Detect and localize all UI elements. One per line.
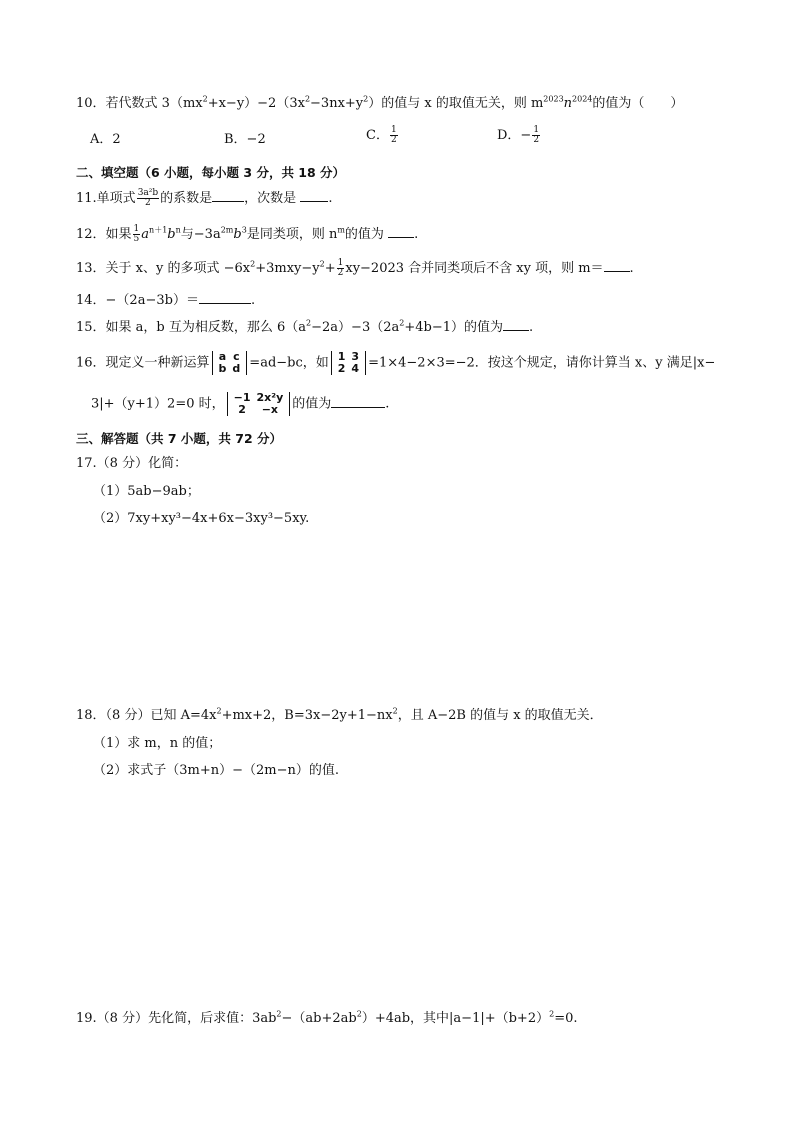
section-answer-title: 三、解答题（共 7 小题，共 72 分） bbox=[76, 431, 283, 446]
question-16-continued: 3|+（y+1）2=0 时， −1 2x²y 2 −x 的值为 . bbox=[91, 391, 390, 416]
q10-option-b[interactable]: B．−2 bbox=[224, 132, 266, 147]
question-11: 11.单项式 $\frac{\text{3a²b}}{2}$ 的系数是 ，次数是 . bbox=[76, 188, 333, 208]
question-17-part-1: （1）5ab−9ab； bbox=[93, 484, 200, 499]
question-15: 15．如果 a，b 互为相反数，那么 $6(a^2-2a)-3(2a^2+4b-1)$的值为 . bbox=[76, 318, 534, 335]
question-16: 16．现定义一种新运算 a c b d =ad−bc，如 1 3 2 4 =1×4−2×3=−2．按这个规定，请你计算当 x、y 满足|x− bbox=[76, 350, 716, 375]
fraction: $\frac{1}{2}$ bbox=[533, 125, 540, 145]
answer-blank[interactable] bbox=[604, 259, 630, 272]
q10-option-a[interactable]: A．2 bbox=[90, 132, 121, 147]
answer-blank[interactable] bbox=[388, 225, 414, 238]
question-14: 14．−（2a−3b）＝ . bbox=[76, 293, 256, 308]
answer-blank[interactable] bbox=[503, 318, 529, 331]
question-19: 19.（8 分）先化简，后求值：$3ab^2-(ab+2ab^2)+4ab$，其中$|a-1|+(b+2)^2=0$. bbox=[76, 1009, 578, 1026]
answer-blank[interactable] bbox=[300, 189, 328, 202]
question-18-title: 18．（8 分）已知 $A=4x^2+mx+2$，$B=3x-2y+1-nx^2$，且 A−2B 的值与 x 的取值无关． bbox=[76, 706, 603, 723]
question-18-part-1: （1）求 m，n 的值； bbox=[93, 736, 222, 751]
question-13: 13．关于 x、y 的多项式 $-6x^2+3mxy-y^2+$ $\frac{1}{2}$ xy−2023 合并同类项后不含 xy 项，则 m＝ . bbox=[76, 258, 634, 278]
question-17-part-2: （2）7xy+xy³−4x+6x−3xy³−5xy. bbox=[93, 511, 310, 526]
question-12: 12．如果 $\frac{1}{5}$ $a^{n+1}b^n$与$-3a^{2m}b^3$是同类项，则 $n^m$的值为 . bbox=[76, 224, 419, 244]
question-18-part-2: （2）求式子（3m+n）−（2m−n）的值. bbox=[93, 763, 340, 778]
answer-blank[interactable] bbox=[212, 189, 244, 202]
determinant-example: 1 3 2 4 bbox=[331, 351, 366, 375]
question-17-title: 17.（8 分）化简： bbox=[76, 456, 188, 471]
answer-blank[interactable] bbox=[199, 291, 251, 304]
question-10: 10．若代数式 $3(mx^2+x-y)-2(3x^2-3nx+y^2)$的值与 x 的取值无关，则 $m^{2023}n^{2024}$的值为（ ） bbox=[76, 94, 684, 111]
answer-blank[interactable] bbox=[331, 395, 385, 408]
fraction: $\frac{1}{2}$ bbox=[390, 125, 397, 145]
fraction: $\frac{1}{2}$ bbox=[337, 258, 344, 278]
section-fill-in-title: 二、填空题（6 小题，每小题 3 分，共 18 分） bbox=[76, 165, 346, 180]
fraction: $\frac{\text{3a²b}}{2}$ bbox=[137, 188, 159, 208]
determinant-question: −1 2x²y 2 −x bbox=[227, 392, 291, 416]
determinant-general: a c b d bbox=[212, 351, 248, 375]
q10-option-d[interactable]: D．− $\frac{1}{2}$ bbox=[497, 125, 540, 145]
q10-option-c[interactable]: C． $\frac{1}{2}$ bbox=[366, 125, 397, 145]
fraction: $\frac{1}{5}$ bbox=[133, 224, 140, 244]
